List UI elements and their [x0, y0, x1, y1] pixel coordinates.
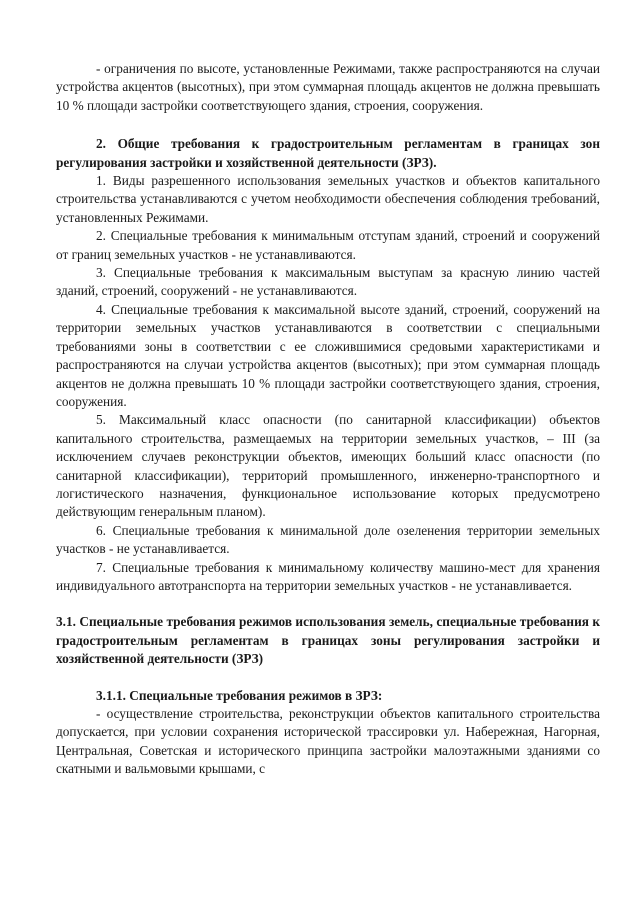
- section-2-item-5: 5. Максимальный класс опасности (по санитарной классификации) объектов капитального строительства, размещаемых на территории земельных участков, – III (за исключением случаев реконструкции объектов, имеющих больший класс опасности (по санитарной классификации), территорий промышленного, инженерно-транспортного и логистического назначения, функциональное использование которых предусмотрено действующим генеральным планом).: [56, 412, 600, 520]
- section-3-1-heading: 3.1. Специальные требования режимов использования земель, специальные требования к градостроительным регламентам в границах зоны регулирования застройки и хозяйственной деятельности (ЗРЗ): [56, 614, 600, 667]
- section-2-item-6: 6. Специальные требования к минимальной доле озеленения территории земельных участков - не устанавливается.: [56, 522, 600, 557]
- intro-paragraph: - ограничения по высоте, установленные Режимами, также распространяются на случаи устройства акцентов (высотных), при этом суммарная площадь акцентов не должна превышать 10 % площади застройки соответствующего здания, строения, сооружения.: [56, 61, 600, 113]
- section-3-1-1-heading: 3.1.1. Специальные требования режимов в ЗРЗ:: [96, 687, 383, 703]
- section-2-heading: 2. Общие требования к градостроительным регламентам в границах зон регулирования застройки и хозяйственной деятельности (ЗРЗ).: [56, 136, 600, 170]
- section-2-item-7: 7. Специальные требования к минимальному количеству машино-мест для хранения индивидуального автотранспорта на территории земельных участков - не устанавливается.: [56, 559, 600, 593]
- last-paragraph: - осуществление строительства, реконструкции объектов капитального строительства допускается, при условии сохранения исторической трассировки ул. Набережная, Нагорная, Центральная, Советская и исторического принципа застройки малоэтажными зданиями со скатными и вальмовыми крышами, с: [56, 706, 600, 777]
- section-2-item-1: 1. Виды разрешенного использования земельных участков и объектов капитального строительства устанавливаются с учетом необходимости обеспечения соблюдения требований, установленных Режимами.: [56, 173, 600, 225]
- section-2-item-3: 3. Специальные требования к максимальным выступам за красную линию частей зданий, строений, сооружений - не устанавливаются.: [56, 265, 600, 299]
- section-2-item-2: 2. Специальные требования к минимальным отступам зданий, строений и сооружений от границ земельных участков - не устанавливаются.: [56, 228, 600, 262]
- section-2-item-4: 4. Специальные требования к максимальной высоте зданий, строений, сооружений на территории земельных участков устанавливаются в соответствии с специальными требованиями зоны в соответствии с ее сложившимися средовыми характеристиками и распространяются на случаи устройства акцентов (высотных); при этом суммарная площадь акцентов не должна превышать 10 % площади застройки соответствующего здания, строения, сооружения.: [56, 301, 600, 409]
